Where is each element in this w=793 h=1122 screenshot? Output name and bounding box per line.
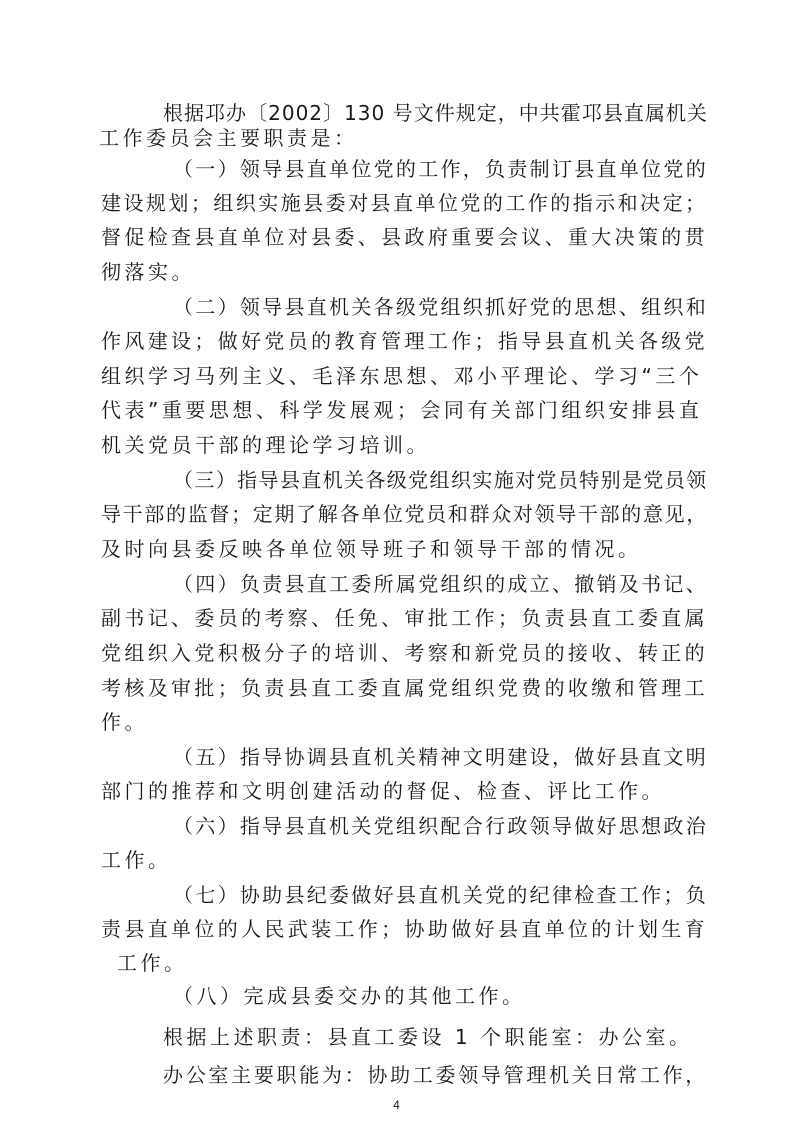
item-6-line: （六）指导县直机关党组织配合行政领导做好思想政治 <box>173 814 708 838</box>
office-line: 办公室主要职能为：协助工委领导管理机关日常工作， <box>163 1063 708 1087</box>
item-8-line: （八）完成县委交办的其他工作。 <box>173 984 526 1008</box>
intro-line: 根据邛办〔2002〕130 号文件规定，中共霍邛县直属机关 <box>163 101 708 125</box>
item-5-line: 部门的推荐和文明创建活动的督促、检查、评比工作。 <box>101 779 665 803</box>
summary-line: 根据上述职责：县直工委设 1 个职能室：办公室。 <box>163 1025 693 1049</box>
item-1-line: （一）领导县直单位党的工作，负责制订县直单位党的 <box>173 157 708 181</box>
item-3-line: 及时向县委反映各单位领导班子和领导干部的情况。 <box>101 537 642 561</box>
item-3-line: （三）指导县直机关各级党组织实施对党员特别是党员领 <box>173 468 708 492</box>
item-4-line: （四）负责县直工委所属党组织的成立、撤销及书记、 <box>173 572 708 596</box>
item-1-line: 督促检查县直单位对县委、县政府重要会议、重大决策的贯 <box>101 225 708 249</box>
item-1-line: 彻落实。 <box>101 260 195 284</box>
item-4-line: 党组织入党积极分子的培训、考察和新党员的接收、转正的 <box>101 641 708 665</box>
item-7-line: 责县直单位的人民武装工作；协助做好县直单位的计划生育 <box>101 917 708 941</box>
item-4-line: 作。 <box>101 710 148 734</box>
intro-line: 工作委员会主要职责是： <box>99 126 358 150</box>
item-4-line: 副书记、委员的考察、任免、审批工作；负责县直工委直属 <box>101 606 708 630</box>
item-1-line: 建设规划；组织实施县委对县直单位党的工作的指示和决定； <box>101 191 708 215</box>
item-3-line: 导干部的监督；定期了解各单位党员和群众对领导干部的意见， <box>101 502 708 526</box>
item-2-line: 组织学习马列主义、毛泽东思想、邓小平理论、学习“三个 <box>101 364 703 388</box>
item-7-line: （七）协助县纪委做好县直机关党的纪律检查工作；负 <box>173 883 708 907</box>
item-4-line: 考核及审批；负责县直工委直属党组织党费的收缴和管理工 <box>101 676 708 700</box>
item-7-line: 工作。 <box>117 951 188 975</box>
item-2-line: 代表”重要思想、科学发展观；会同有关部门组织安排县直 <box>101 398 703 422</box>
item-2-line: 作风建设；做好党员的教育管理工作；指导县直机关各级党 <box>101 329 708 353</box>
item-6-line: 工作。 <box>101 848 172 872</box>
item-2-line: （二）领导县直机关各级党组织抓好党的思想、组织和 <box>173 295 708 319</box>
page-number: 4 <box>393 1098 400 1112</box>
item-5-line: （五）指导协调县直机关精神文明建设，做好县直文明 <box>173 745 708 769</box>
item-2-line: 机关党员干部的理论学习培训。 <box>101 433 430 457</box>
